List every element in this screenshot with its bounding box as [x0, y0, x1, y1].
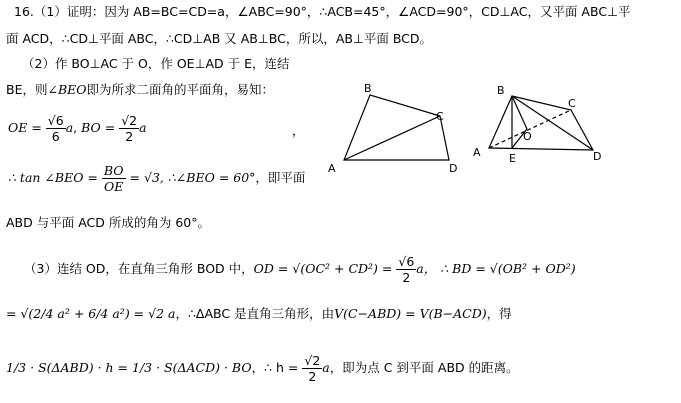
frac-bo-oe: $\frac{BO}{OE}$ — [103, 163, 124, 194]
line-4-a: BE，则 — [6, 82, 48, 97]
fig1-quad — [344, 95, 449, 160]
fig1-label-a: A — [328, 162, 336, 175]
fig2-label-e: E — [509, 152, 516, 165]
figure-1 — [320, 80, 470, 180]
fig2-label-c: C — [568, 97, 576, 110]
line-4 — [6, 82, 274, 98]
eq1-comma: ， — [292, 123, 305, 138]
line-2: 面 ACD，∴CD⊥平面 ABC，∴CD⊥AB 又 AB⊥BC，所以，AB⊥平面 BCD。 — [6, 31, 433, 46]
frac-sqrt2-2-h: $\frac{√2}{2}$ — [304, 353, 321, 384]
frac-sqrt6-2: $\frac{√6}{2}$ — [398, 254, 415, 285]
frac-sqrt2-2: $\frac{√2}{2}$ — [121, 113, 138, 144]
line-4-c: 即为所求二面角的平面角，易知： — [86, 82, 275, 97]
fig2-label-d: D — [593, 150, 602, 163]
line-8: = √(2/4 a² + 6/4 a²) = √2 a，∴ΔABC 是直角三角形，由V(C−ABD) = V(B−ACD)，得 — [6, 306, 512, 321]
fig2-label-o: O — [523, 130, 532, 143]
fig2-label-b: B — [497, 84, 505, 97]
line-1: 16.（1）证明：因为 AB=BC=CD=a，∠ABC=90°，∴ACB=45°，∠ACD=90°，CD⊥AC，又平面 ABC⊥平 — [14, 4, 631, 19]
line-7: （3）连结 OD，在直角三角形 BOD 中，OD = √(OC² + CD²) = $\frac{√6}{2}$ a， ∴ BD = √(OB² + OD²) — [24, 254, 576, 285]
equation-oe-bo: OE = $\frac{√6}{6}$ a, BO = $\frac{√2}{2}$ a — [8, 113, 147, 144]
line-9: 1/3 · S(ΔABD) · h = 1/3 · S(ΔACD) · BO，∴ h = $\frac{√2}{2}$ a，即为点 C 到平面 ABD 的距离。 — [6, 353, 519, 384]
fig2-quad — [489, 96, 593, 150]
equation-tan: ∴ tan ∠BEO = $\frac{BO}{OE}$ = √3, ∴∠BEO = 60°，即平面 — [8, 163, 306, 194]
oe-symbol: OE — [8, 120, 28, 135]
angle-beo: ∠BEO — [47, 82, 87, 97]
figure-2 — [465, 80, 615, 180]
fig2-label-a: A — [473, 146, 481, 159]
line-6: ABD 与平面 ACD 所成的角为 60°。 — [6, 215, 210, 230]
fig1-label-d: D — [449, 162, 458, 175]
frac-sqrt6-6: $\frac{√6}{6}$ — [47, 113, 64, 144]
fig1-label-c: C — [436, 110, 444, 123]
line-3: （2）作 BO⊥AC 于 O，作 OE⊥AD 于 E，连结 — [22, 56, 290, 71]
bo-symbol: BO — [81, 120, 101, 135]
fig1-label-b: B — [364, 82, 372, 95]
